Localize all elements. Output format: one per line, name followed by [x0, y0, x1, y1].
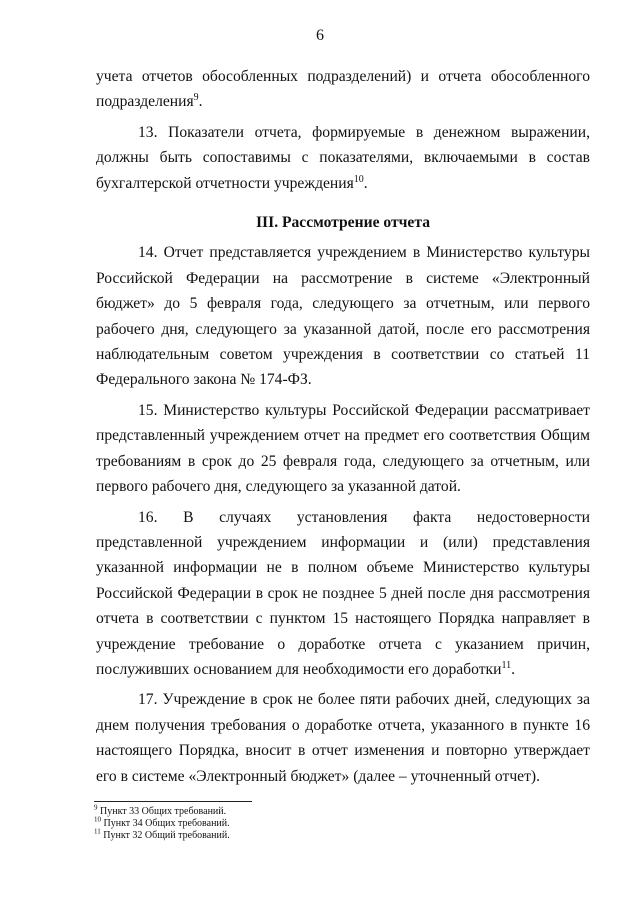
paragraph-14: 14. Отчет представляется учреждением в Министерство культуры Российской Федерации на рассмотрение в системе «Электронный бюджет» до 5 февраля года, следующего за отчетным, или первого рабочего дня, следующего за указанной датой, после его рассмотрения наблюдательным советом учреждения в соответствии со статьей 11 Федерального закона № 174-ФЗ. [96, 244, 590, 389]
paragraph-13: 13. Показатели отчета, формируемые в денежном выражении, должны быть сопоставимы с показателями, включаемыми в состав бухгалтерской отчетности учреждения$^{10}$. [96, 123, 590, 192]
paragraph-text: 16. В случаях установления факта недостоверности представленной учреждением информации и (или) представления указанной информации не в полном объеме Министерство культуры Российской Федерации в срок не позднее 5 дней после дня рассмотрения отчета в соответствии с пунктом 15 настоящего Порядка направляет в учреждение требование о доработке отчета с указанием причин, послуживших основанием для необходимости его доработки [96, 508, 590, 678]
document-body [96, 64, 590, 789]
footnote-text: Пункт 34 Общих требований. [103, 818, 230, 829]
footnote-item [94, 815, 394, 830]
footnote-number: 10 [94, 815, 101, 824]
paragraph-text: 13. Показатели отчета, формируемые в денежном выражении, должны быть сопоставимы с показателями, включаемыми в состав бухгалтерской отчетности учреждения [96, 123, 590, 192]
footnote-text: Пункт 32 Общий требований. [103, 830, 230, 841]
footnote-number: 9 [94, 803, 98, 812]
paragraph-16: 16. В случаях установления факта недостоверности представленной учреждением информации и (или) представления указанной информации не в полном объеме Министерство культуры Российской Федерации в срок не позднее 5 дней после дня рассмотрения отчета в соответствии с пунктом 15 настоящего Порядка направляет в учреждение требование о доработке отчета с указанием причин, послуживших основанием для необходимости его доработки$^{11}$. [96, 508, 590, 678]
footnote-reference: 9 [193, 92, 199, 104]
footnotes [94, 803, 394, 842]
footnote-divider [94, 801, 252, 802]
page-number: 6 [316, 27, 324, 44]
paragraph-continuation: учета отчетов обособленных подразделений) и отчета обособленного подразделения$^9$. [96, 68, 590, 111]
paragraph-text: учета отчетов обособленных подразделений) и отчета обособленного подразделения [96, 68, 590, 111]
footnote-item [94, 803, 394, 818]
footnote-reference: 10 [353, 173, 364, 185]
paragraph-17: 17. Учреждение в срок не более пяти рабочих дней, следующих за днем получения требования о доработке отчета, указанного в пункте 16 настоящего Порядка, вносит в отчет изменения и повторно утверждает его в системе «Электронный бюджет» (далее – уточненный отчет). [96, 691, 590, 785]
footnote-text: Пункт 33 Общих требований. [100, 806, 227, 817]
section-heading: III. Рассмотрение отчета [255, 214, 431, 232]
footnote-reference: 11 [501, 659, 512, 671]
footnote-number: 11 [94, 827, 101, 836]
paragraph-15: 15. Министерство культуры Российской Федерации рассматривает представленный учреждением отчет на предмет его соответствия Общим требованиям в срок до 25 февраля года, следующего за отчетным, или первого рабочего дня, следующего за указанной датой. [96, 401, 590, 496]
footnote-item [94, 827, 394, 842]
